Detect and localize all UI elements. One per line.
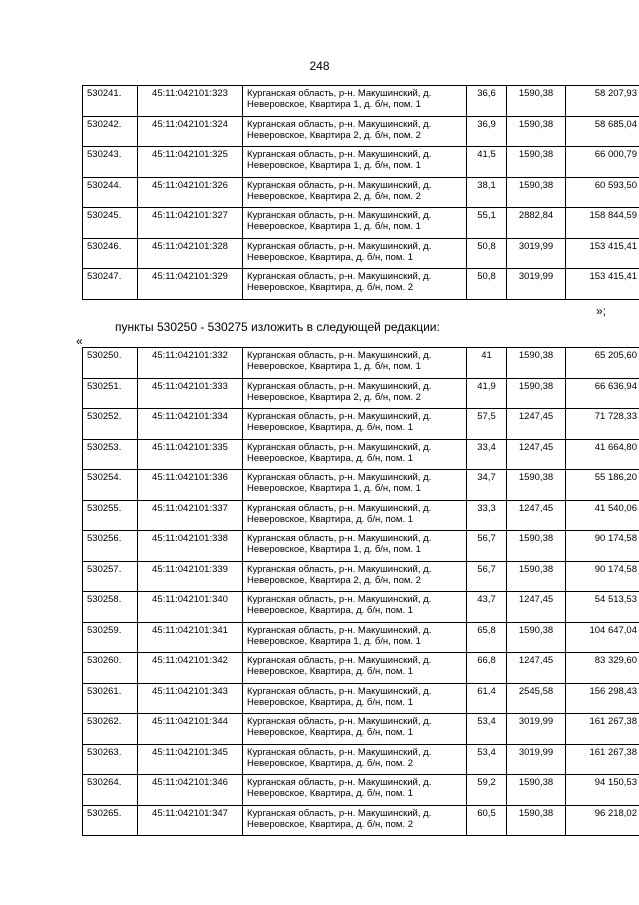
rate-cell: 1590,38 [507, 805, 566, 836]
rate-cell: 1590,38 [507, 147, 566, 178]
rate-cell: 2882,84 [507, 208, 566, 239]
rate-cell: 2545,58 [507, 683, 566, 714]
cadastral-value-cell: 90 174,58 [566, 561, 639, 592]
cadastral-value-cell: 161 267,38 [566, 714, 639, 745]
cadastral-value-cell: 83 329,60 [566, 653, 639, 684]
row-number-cell: 530243. [83, 147, 138, 178]
rate-cell: 3019,99 [507, 744, 566, 775]
address-cell: Курганская область, р-н. Макушинский, д. Неверовское, Квартира, д. б/н, пом. 1 [243, 592, 467, 623]
address-cell: Курганская область, р-н. Макушинский, д. Неверовское, Квартира, д. б/н, пом. 1 [243, 653, 467, 684]
rate-cell: 1590,38 [507, 177, 566, 208]
cadastral-value-cell: 153 415,41 [566, 269, 639, 300]
cadastral-value-cell: 158 844,59 [566, 208, 639, 239]
cadastral-number-cell: 45:11:042101:338 [138, 531, 243, 562]
area-cell: 53,4 [467, 744, 507, 775]
area-cell: 55,1 [467, 208, 507, 239]
area-cell: 66,8 [467, 653, 507, 684]
rate-cell: 3019,99 [507, 238, 566, 269]
cadastral-value-cell: 94 150,53 [566, 775, 639, 806]
address-cell: Курганская область, р-н. Макушинский, д. Неверовское, Квартира 1, д. б/н, пом. 1 [243, 86, 467, 117]
table-row [83, 805, 639, 836]
table-row [83, 348, 639, 379]
table-row [83, 238, 639, 269]
table-row [83, 177, 639, 208]
table-row [83, 439, 639, 470]
address-cell: Курганская область, р-н. Макушинский, д. Неверовское, Квартира, д. б/н, пом. 2 [243, 744, 467, 775]
area-cell: 56,7 [467, 531, 507, 562]
cadastral-number-cell: 45:11:042101:345 [138, 744, 243, 775]
area-cell: 50,8 [467, 269, 507, 300]
cadastral-value-cell: 54 513,53 [566, 592, 639, 623]
cadastral-value-cell: 58 207,93 [566, 86, 639, 117]
rate-cell: 3019,99 [507, 269, 566, 300]
table-body [83, 86, 639, 300]
rate-cell: 1247,45 [507, 653, 566, 684]
cadastral-number-cell: 45:11:042101:325 [138, 147, 243, 178]
row-number-cell: 530245. [83, 208, 138, 239]
cadastral-number-cell: 45:11:042101:332 [138, 348, 243, 379]
row-number-cell: 530251. [83, 378, 138, 409]
area-cell: 41 [467, 348, 507, 379]
table-row [83, 561, 639, 592]
cadastral-number-cell: 45:11:042101:326 [138, 177, 243, 208]
cadastral-number-cell: 45:11:042101:336 [138, 470, 243, 501]
area-cell: 57,5 [467, 409, 507, 440]
area-cell: 33,4 [467, 439, 507, 470]
table-row [83, 269, 639, 300]
area-cell: 36,6 [467, 86, 507, 117]
address-cell: Курганская область, р-н. Макушинский, д. Неверовское, Квартира 2, д. б/н, пом. 2 [243, 378, 467, 409]
rate-cell: 1590,38 [507, 561, 566, 592]
address-cell: Курганская область, р-н. Макушинский, д. Неверовское, Квартира, д. б/н, пом. 1 [243, 714, 467, 745]
cadastral-number-cell: 45:11:042101:324 [138, 116, 243, 147]
cadastral-number-cell: 45:11:042101:342 [138, 653, 243, 684]
area-cell: 59,2 [467, 775, 507, 806]
cadastral-value-cell: 66 000,79 [566, 147, 639, 178]
rate-cell: 1247,45 [507, 592, 566, 623]
row-number-cell: 530244. [83, 177, 138, 208]
address-cell: Курганская область, р-н. Макушинский, д. Неверовское, Квартира 1, д. б/н, пом. 1 [243, 348, 467, 379]
table-row [83, 714, 639, 745]
address-cell: Курганская область, р-н. Макушинский, д. Неверовское, Квартира 2, д. б/н, пом. 2 [243, 561, 467, 592]
area-cell: 41,9 [467, 378, 507, 409]
table-row [83, 622, 639, 653]
cadastral-number-cell: 45:11:042101:328 [138, 238, 243, 269]
table-row [83, 116, 639, 147]
table-body [83, 348, 639, 836]
table-row [83, 378, 639, 409]
row-number-cell: 530265. [83, 805, 138, 836]
row-number-cell: 530263. [83, 744, 138, 775]
cadastral-number-cell: 45:11:042101:341 [138, 622, 243, 653]
area-cell: 43,7 [467, 592, 507, 623]
table-row [83, 470, 639, 501]
table-row [83, 500, 639, 531]
row-number-cell: 530261. [83, 683, 138, 714]
cadastral-value-cell: 60 593,50 [566, 177, 639, 208]
rate-cell: 1247,45 [507, 409, 566, 440]
row-number-cell: 530264. [83, 775, 138, 806]
area-cell: 33,3 [467, 500, 507, 531]
area-cell: 61,4 [467, 683, 507, 714]
cadastral-number-cell: 45:11:042101:339 [138, 561, 243, 592]
cadastral-number-cell: 45:11:042101:344 [138, 714, 243, 745]
cadastral-number-cell: 45:11:042101:346 [138, 775, 243, 806]
table-row [83, 147, 639, 178]
cadastral-value-cell: 96 218,02 [566, 805, 639, 836]
table-row [83, 775, 639, 806]
table-row [83, 744, 639, 775]
cadastral-value-cell: 58 685,04 [566, 116, 639, 147]
cadastral-number-cell: 45:11:042101:343 [138, 683, 243, 714]
row-number-cell: 530260. [83, 653, 138, 684]
row-number-cell: 530256. [83, 531, 138, 562]
address-cell: Курганская область, р-н. Макушинский, д. Неверовское, Квартира, д. б/н, пом. 1 [243, 500, 467, 531]
table-row [83, 592, 639, 623]
row-number-cell: 530241. [83, 86, 138, 117]
address-cell: Курганская область, р-н. Макушинский, д. Неверовское, Квартира, д. б/н, пом. 1 [243, 439, 467, 470]
cadastral-number-cell: 45:11:042101:340 [138, 592, 243, 623]
table-row [83, 653, 639, 684]
cadastral-value-cell: 90 174,58 [566, 531, 639, 562]
rate-cell: 1590,38 [507, 775, 566, 806]
table-row [83, 86, 639, 117]
rate-cell: 1590,38 [507, 622, 566, 653]
rate-cell: 1590,38 [507, 531, 566, 562]
cadastral-value-cell: 66 636,94 [566, 378, 639, 409]
row-number-cell: 530255. [83, 500, 138, 531]
page-number: 248 [309, 59, 330, 73]
area-cell: 50,8 [467, 238, 507, 269]
cadastral-number-cell: 45:11:042101:327 [138, 208, 243, 239]
cadastral-value-cell: 156 298,43 [566, 683, 639, 714]
register-table-previous [82, 85, 639, 300]
address-cell: Курганская область, р-н. Макушинский, д. Неверовское, Квартира 1, д. б/н, пом. 1 [243, 531, 467, 562]
address-cell: Курганская область, р-н. Макушинский, д. Неверовское, Квартира, д. б/н, пом. 1 [243, 238, 467, 269]
address-cell: Курганская область, р-н. Макушинский, д. Неверовское, Квартира, д. б/н, пом. 2 [243, 269, 467, 300]
address-cell: Курганская область, р-н. Макушинский, д. Неверовское, Квартира, д. б/н, пом. 1 [243, 775, 467, 806]
rate-cell: 1247,45 [507, 439, 566, 470]
table-row [83, 531, 639, 562]
area-cell: 41,5 [467, 147, 507, 178]
rate-cell: 1590,38 [507, 86, 566, 117]
cadastral-value-cell: 104 647,04 [566, 622, 639, 653]
area-cell: 38,1 [467, 177, 507, 208]
row-number-cell: 530250. [83, 348, 138, 379]
cadastral-value-cell: 65 205,60 [566, 348, 639, 379]
cadastral-number-cell: 45:11:042101:347 [138, 805, 243, 836]
address-cell: Курганская область, р-н. Макушинский, д. Неверовское, Квартира, д. б/н, пом. 1 [243, 409, 467, 440]
rate-cell: 1590,38 [507, 378, 566, 409]
row-number-cell: 530246. [83, 238, 138, 269]
rate-cell: 3019,99 [507, 714, 566, 745]
area-cell: 60,5 [467, 805, 507, 836]
row-number-cell: 530242. [83, 116, 138, 147]
address-cell: Курганская область, р-н. Макушинский, д. Неверовское, Квартира, д. б/н, пом. 1 [243, 683, 467, 714]
cadastral-value-cell: 71 728,33 [566, 409, 639, 440]
cadastral-value-cell: 41 540,06 [566, 500, 639, 531]
area-cell: 56,7 [467, 561, 507, 592]
address-cell: Курганская область, р-н. Макушинский, д. Неверовское, Квартира, д. б/н, пом. 2 [243, 805, 467, 836]
area-cell: 36,9 [467, 116, 507, 147]
opening-quote-mark: « [76, 334, 83, 348]
table-row [83, 208, 639, 239]
address-cell: Курганская область, р-н. Макушинский, д. Неверовское, Квартира 2, д. б/н, пом. 2 [243, 116, 467, 147]
cadastral-number-cell: 45:11:042101:333 [138, 378, 243, 409]
cadastral-number-cell: 45:11:042101:335 [138, 439, 243, 470]
cadastral-number-cell: 45:11:042101:329 [138, 269, 243, 300]
register-table-amended [82, 347, 639, 836]
row-number-cell: 530252. [83, 409, 138, 440]
table-row [83, 683, 639, 714]
cadastral-value-cell: 55 186,20 [566, 470, 639, 501]
area-cell: 34,7 [467, 470, 507, 501]
row-number-cell: 530247. [83, 269, 138, 300]
closing-quote-mark: »; [596, 304, 607, 318]
rate-cell: 1590,38 [507, 348, 566, 379]
address-cell: Курганская область, р-н. Макушинский, д. Неверовское, Квартира 1, д. б/н, пом. 1 [243, 147, 467, 178]
address-cell: Курганская область, р-н. Макушинский, д. Неверовское, Квартира 2, д. б/н, пом. 2 [243, 177, 467, 208]
area-cell: 53,4 [467, 714, 507, 745]
rate-cell: 1590,38 [507, 116, 566, 147]
address-cell: Курганская область, р-н. Макушинский, д. Неверовское, Квартира 1, д. б/н, пом. 1 [243, 622, 467, 653]
table-row [83, 409, 639, 440]
row-number-cell: 530257. [83, 561, 138, 592]
row-number-cell: 530253. [83, 439, 138, 470]
row-number-cell: 530254. [83, 470, 138, 501]
cadastral-value-cell: 41 664,80 [566, 439, 639, 470]
row-number-cell: 530258. [83, 592, 138, 623]
rate-cell: 1590,38 [507, 470, 566, 501]
row-number-cell: 530262. [83, 714, 138, 745]
cadastral-number-cell: 45:11:042101:334 [138, 409, 243, 440]
address-cell: Курганская область, р-н. Макушинский, д. Неверовское, Квартира 1, д. б/н, пом. 1 [243, 208, 467, 239]
address-cell: Курганская область, р-н. Макушинский, д. Неверовское, Квартира 1, д. б/н, пом. 1 [243, 470, 467, 501]
cadastral-number-cell: 45:11:042101:337 [138, 500, 243, 531]
rate-cell: 1247,45 [507, 500, 566, 531]
row-number-cell: 530259. [83, 622, 138, 653]
area-cell: 65,8 [467, 622, 507, 653]
cadastral-value-cell: 153 415,41 [566, 238, 639, 269]
cadastral-value-cell: 161 267,38 [566, 744, 639, 775]
cadastral-number-cell: 45:11:042101:323 [138, 86, 243, 117]
amendment-instruction: пункты 530250 - 530275 изложить в следующей редакции: [115, 320, 440, 334]
